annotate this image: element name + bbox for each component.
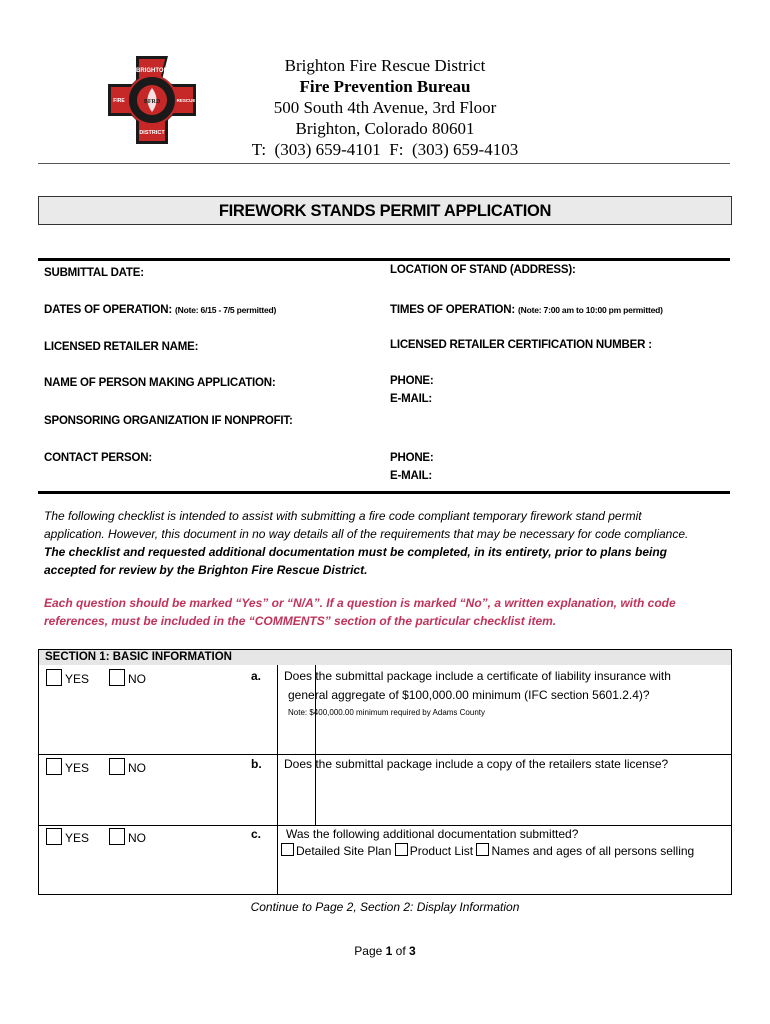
applicant-name-label: NAME OF PERSON MAKING APPLICATION: [44, 377, 276, 389]
row-a-letter: a. [251, 669, 262, 683]
row-a-yes-checkbox[interactable] [46, 669, 62, 686]
section1-title: SECTION 1: BASIC INFORMATION [45, 651, 232, 663]
form-title: FIREWORK STANDS PERMIT APPLICATION [38, 196, 732, 225]
dates-note: (Note: 6/15 - 7/5 permitted) [175, 305, 277, 315]
row-a-no-label: NO [128, 672, 146, 686]
retailer-name-label: LICENSED RETAILER NAME: [44, 341, 199, 353]
phone-label-1: PHONE: [390, 375, 434, 387]
instruction-paragraph: Each question should be marked “Yes” or “N/A”. If a question is marked “No”, a written explanation, with code references, must be included in the “COMMENTS” section of the particular checklist item. [44, 596, 676, 628]
page-of: of [392, 944, 410, 958]
location-label: LOCATION OF STAND (ADDRESS): [390, 264, 576, 276]
row-c-options [281, 842, 694, 861]
row-c-letter: c. [251, 827, 262, 841]
logo-center-text: BFRD [143, 99, 161, 105]
row-b-no-label: NO [128, 761, 146, 775]
times-of-operation-label [390, 304, 663, 316]
page-number [0, 944, 770, 958]
names-ages-checkbox[interactable] [476, 843, 489, 856]
dates-of-operation-text: DATES OF OPERATION: [44, 304, 173, 316]
product-list-label: Product List [409, 844, 474, 858]
page-total: 3 [409, 944, 416, 958]
row-a-note: Note: $400,000.00 minimum required by Adams County [288, 708, 485, 717]
row-c-no-checkbox[interactable] [109, 828, 125, 845]
site-plan-label: Detailed Site Plan [296, 844, 392, 858]
intro-plain-text: The following checklist is intended to assist with submitting a fire code compliant temporary firework stand permit application. However, this document in no way details all of the requirements that may be necessary for code compliance. [44, 509, 689, 541]
row-b-question: Does the submittal package include a copy of the retailers state license? [284, 757, 669, 771]
section1-checklist-table [38, 649, 732, 895]
row-c-question: Was the following additional documentation submitted? [286, 827, 579, 841]
intro-paragraph [44, 507, 704, 579]
phone-fax-line: T: (303) 659-4101 F: (303) 659-4103 [251, 140, 519, 159]
row-b-yes-checkbox[interactable] [46, 758, 62, 775]
row-c-no-label: NO [128, 831, 146, 845]
times-note: (Note: 7:00 am to 10:00 pm permitted) [518, 305, 663, 315]
email-label-2: E-MAIL: [390, 470, 433, 482]
names-ages-label: Names and ages of all persons selling [491, 844, 695, 858]
address-line-2: Brighton, Colorado 80601 [295, 119, 475, 138]
submittal-date-label: SUBMITTAL DATE: [44, 267, 144, 279]
row-a-question-line1: Does the submittal package include a certificate of liability insurance with [284, 669, 671, 683]
sponsoring-org-label: SPONSORING ORGANIZATION IF NONPROFIT: [44, 415, 293, 427]
page-current: 1 [385, 944, 393, 958]
email-label-1: E-MAIL: [390, 393, 433, 405]
header-divider [38, 163, 730, 164]
logo-top-text: BRIGHTON [136, 68, 168, 74]
times-of-operation-text: TIMES OF OPERATION: [390, 304, 516, 316]
row-c-yes-label: YES [65, 831, 90, 845]
contact-person-label: CONTACT PERSON: [44, 452, 152, 464]
letter-column-divider [277, 665, 278, 894]
logo-right-text: RESCUE [176, 98, 196, 103]
row-a-yes-label: YES [65, 672, 90, 686]
row-b-letter: b. [251, 757, 262, 771]
retailer-cert-label: LICENSED RETAILER CERTIFICATION NUMBER : [390, 339, 652, 351]
product-list-checkbox[interactable] [395, 843, 408, 856]
dates-of-operation-label [44, 304, 276, 316]
fields-bottom-rule [38, 491, 730, 494]
page-prefix: Page [354, 944, 386, 958]
row-a-no-checkbox[interactable] [109, 669, 125, 686]
continue-note: Continue to Page 2, Section 2: Display Information [250, 900, 520, 914]
row-b-no-checkbox[interactable] [109, 758, 125, 775]
bureau-name: Fire Prevention Bureau [299, 77, 471, 96]
row-c-yes-checkbox[interactable] [46, 828, 62, 845]
row-a-question-line2: general aggregate of $100,000.00 minimum (IFC section 5601.2.4)? [288, 688, 650, 702]
phone-label-2: PHONE: [390, 452, 434, 464]
logo-left-text: FIRE [113, 98, 125, 104]
fields-top-rule [38, 258, 730, 261]
org-name: Brighton Fire Rescue District [284, 56, 486, 75]
intro-bold-text: The checklist and requested additional documentation must be completed, in its entirety, prior to plans being accepted for review by the Brighton Fire Rescue District. [44, 545, 667, 577]
site-plan-checkbox[interactable] [281, 843, 294, 856]
row-b-yes-label: YES [65, 761, 90, 775]
address-line-1: 500 South 4th Avenue, 3rd Floor [273, 98, 497, 117]
logo-bottom-text: DISTRICT [139, 130, 165, 136]
